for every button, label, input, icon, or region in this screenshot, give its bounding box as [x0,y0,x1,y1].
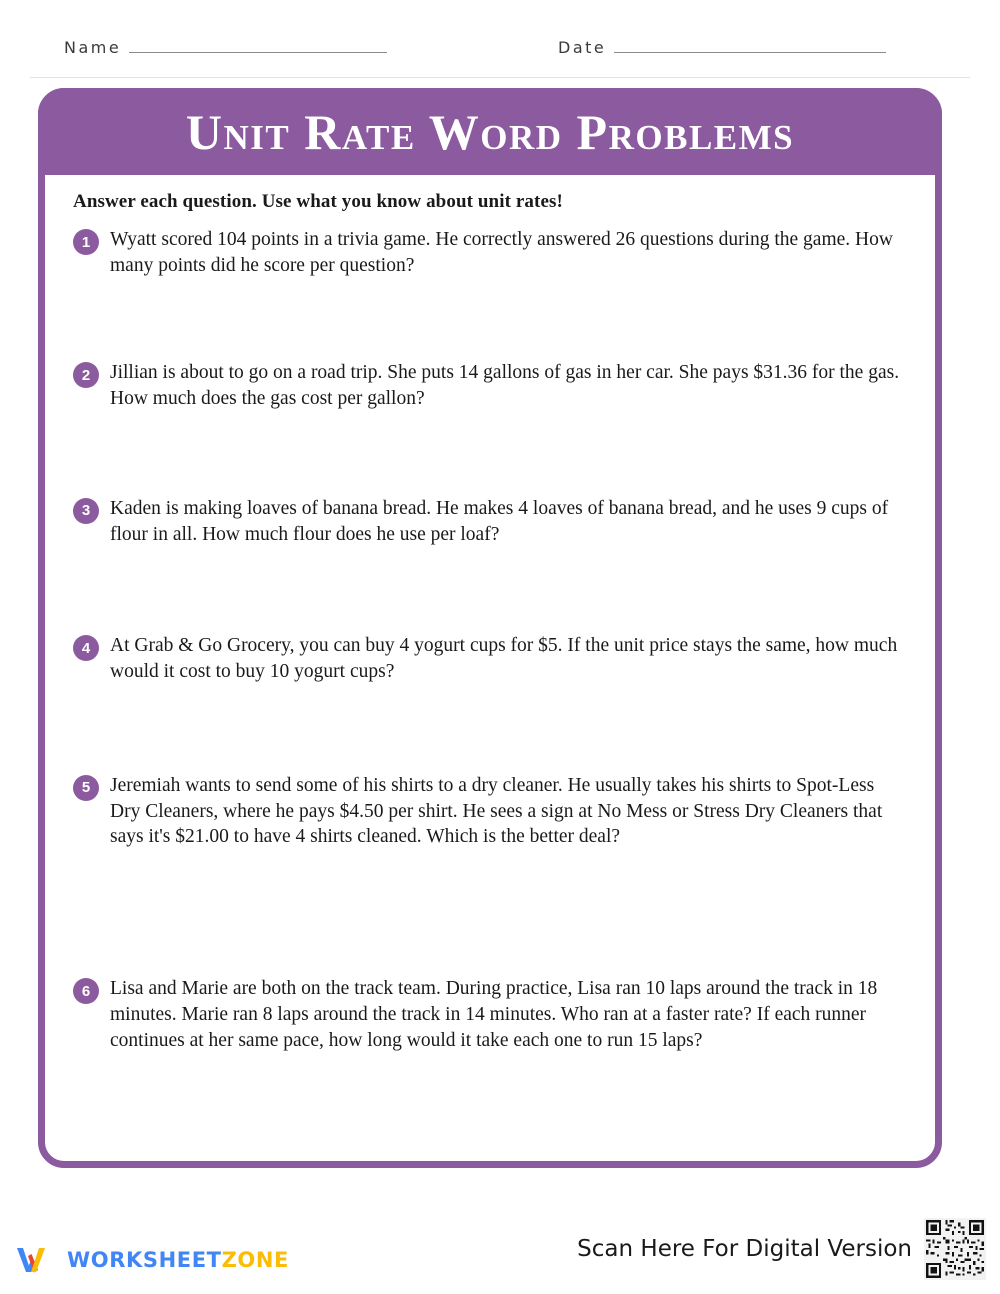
worksheetzone-logo[interactable] [14,1244,289,1276]
question-item [73,360,907,411]
header-divider [30,77,970,78]
question-text: Kaden is making loaves of banana bread. He makes 4 loaves of banana bread, and he uses 9 cups of flour in all. How much flour does he use per loaf? [110,497,889,545]
question-item [73,227,907,278]
question-item [73,496,907,547]
question-number-badge: 5 [73,775,99,801]
page-footer [0,1184,1000,1294]
worksheet-title-banner [38,88,942,175]
question-text: Lisa and Marie are both on the track team. During practice, Lisa ran 10 laps around the track in 18 minutes. Marie ran 8 laps around the track in 14 minutes. Who ran at a faster rate? If each runner continues at her same pace, how long would it take each one to run 15 laps? [110,978,878,1051]
scan-section [577,1218,986,1280]
question-number-badge: 3 [73,498,99,524]
brand-worksheet-text: WORKSHEET [67,1248,222,1272]
question-item [73,976,907,1053]
date-write-line[interactable] [614,38,886,53]
worksheet-body [45,175,935,1161]
scan-instruction-text: Scan Here For Digital Version [577,1236,912,1262]
question-item [73,633,907,684]
qr-code-icon[interactable] [924,1218,986,1280]
worksheetzone-logo-icon [14,1244,58,1276]
worksheet-frame [38,88,942,1168]
name-write-line[interactable] [129,38,387,53]
question-number-badge: 4 [73,635,99,661]
question-item [73,773,907,850]
student-info-row [0,38,1000,72]
question-list [73,227,907,1053]
page-title: Unit Rate Word Problems [185,103,795,160]
question-text: At Grab & Go Grocery, you can buy 4 yogurt cups for $5. If the unit price stays the same, how much would it cost to buy 10 yogurt cups? [110,635,898,683]
date-label: Date [558,38,607,57]
name-field-group [64,38,387,57]
brand-wordmark [67,1248,289,1272]
name-label: Name [64,38,122,57]
question-number-badge: 2 [73,362,99,388]
question-text: Jeremiah wants to send some of his shirts to a dry cleaner. He usually takes his shirts to Spot-Less Dry Cleaners, where he pays $4.50 per shirt. He sees a sign at No Mess or Stress Dry Cleaners that says it's $21.00 to have 4 shirts cleaned. Which is the better deal? [110,774,883,848]
question-number-badge: 1 [73,229,99,255]
brand-zone-text: ZONE [221,1248,289,1272]
question-text: Jillian is about to go on a road trip. She puts 14 gallons of gas in her car. She pays $31.36 for the gas. How much does the gas cost per gallon? [110,362,900,410]
question-number-badge: 6 [73,978,99,1004]
date-field-group [558,38,886,57]
question-text: Wyatt scored 104 points in a trivia game. He correctly answered 26 questions during the game. How many points did he score per question? [110,229,893,276]
instructions-text: Answer each question. Use what you know about unit rates! [73,191,563,212]
